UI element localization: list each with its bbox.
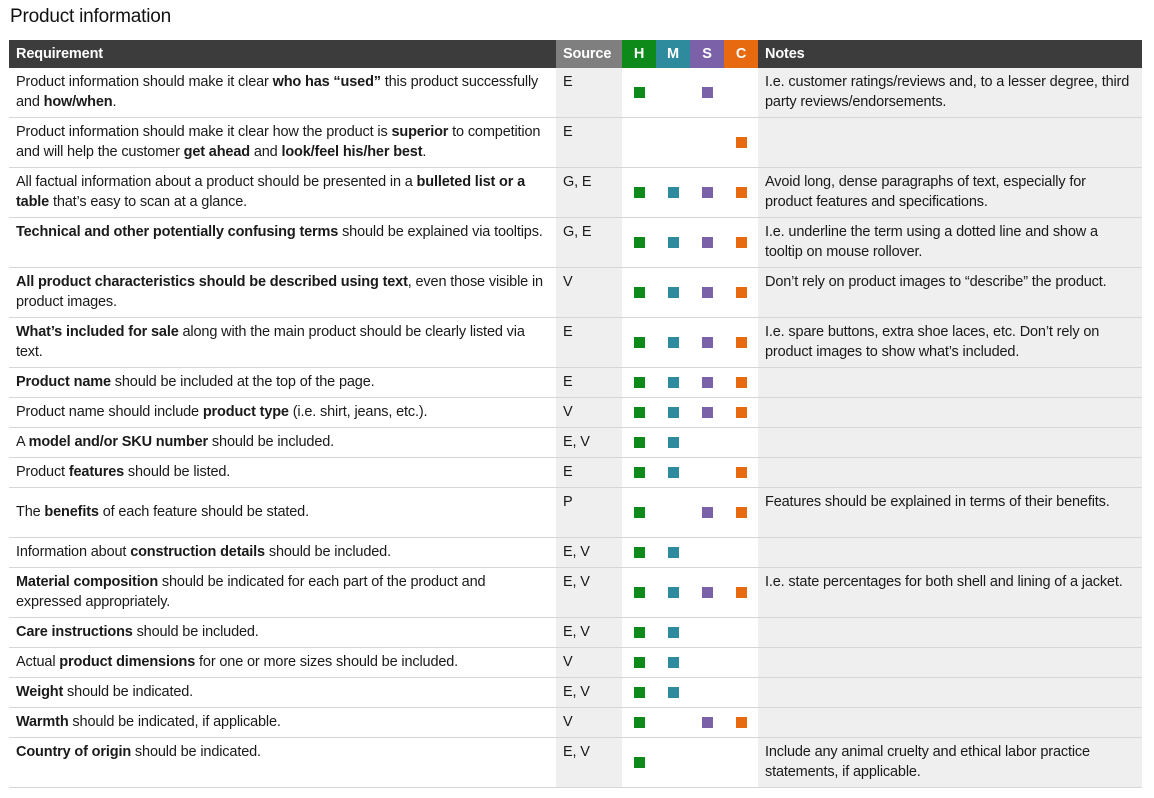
indicator-cell-m <box>656 678 690 708</box>
requirement-cell <box>9 738 556 788</box>
indicator-cell-h <box>622 648 656 678</box>
indicator-cell-h <box>622 118 656 168</box>
source-cell: V <box>556 398 622 428</box>
indicator-cell-m <box>656 458 690 488</box>
requirement-text: for one or more sizes should be included. <box>195 654 459 670</box>
notes-cell: I.e. underline the term using a dotted line and show a tooltip on mouse rollover. <box>758 218 1142 268</box>
indicator-cell-s <box>690 488 724 538</box>
indicator-cell-h <box>622 458 656 488</box>
m-marker-icon <box>668 687 679 698</box>
requirement-cell <box>9 488 556 538</box>
s-marker-icon <box>702 717 713 728</box>
table-row <box>9 538 1142 568</box>
s-marker-icon <box>702 187 713 198</box>
notes-cell <box>758 398 1142 428</box>
indicator-cell-c <box>724 678 758 708</box>
indicator-cell-m <box>656 168 690 218</box>
header-notes: Notes <box>758 40 1142 68</box>
table-row <box>9 458 1142 488</box>
source-cell: E <box>556 118 622 168</box>
indicator-cell-s <box>690 678 724 708</box>
table-row <box>9 678 1142 708</box>
indicator-cell-h <box>622 568 656 618</box>
indicator-cell-s <box>690 738 724 788</box>
requirement-text: of each feature should be stated. <box>98 504 309 520</box>
notes-cell: Features should be explained in terms of their benefits. <box>758 488 1142 538</box>
indicator-cell-h <box>622 538 656 568</box>
indicator-cell-h <box>622 428 656 458</box>
source-cell: V <box>556 268 622 318</box>
notes-cell <box>758 678 1142 708</box>
indicator-cell-m <box>656 708 690 738</box>
indicator-cell-h <box>622 318 656 368</box>
h-marker-icon <box>634 407 645 418</box>
requirement-emphasis: bulleted list or a table <box>16 174 526 210</box>
indicator-cell-h <box>622 738 656 788</box>
requirement-text: should be indicated. <box>63 684 194 700</box>
indicator-cell-c <box>724 538 758 568</box>
indicator-cell-c <box>724 268 758 318</box>
table-row <box>9 568 1142 618</box>
requirement-emphasis: product dimensions <box>59 654 196 670</box>
indicator-cell-c <box>724 368 758 398</box>
table-row <box>9 488 1142 538</box>
indicator-cell-s <box>690 428 724 458</box>
requirement-text: should be indicated. <box>131 744 261 760</box>
requirement-text: should be indicated, if applicable. <box>68 714 281 730</box>
notes-cell <box>758 428 1142 458</box>
header-m: M <box>656 40 690 68</box>
s-marker-icon <box>702 587 713 598</box>
h-marker-icon <box>634 377 645 388</box>
notes-cell <box>758 648 1142 678</box>
requirement-emphasis: Technical and other potentially confusing terms <box>16 224 339 240</box>
requirement-cell <box>9 398 556 428</box>
s-marker-icon <box>702 377 713 388</box>
m-marker-icon <box>668 287 679 298</box>
requirement-text: should be explained via tooltips. <box>338 224 543 240</box>
requirement-cell <box>9 428 556 458</box>
c-marker-icon <box>736 467 747 478</box>
requirement-text: . <box>422 144 427 160</box>
requirement-cell <box>9 538 556 568</box>
m-marker-icon <box>668 467 679 478</box>
indicator-cell-c <box>724 428 758 458</box>
table-row <box>9 428 1142 458</box>
indicator-cell-s <box>690 708 724 738</box>
requirement-text: A <box>16 434 29 450</box>
indicator-cell-c <box>724 648 758 678</box>
h-marker-icon <box>634 87 645 98</box>
h-marker-icon <box>634 587 645 598</box>
s-marker-icon <box>702 407 713 418</box>
indicator-cell-h <box>622 368 656 398</box>
h-marker-icon <box>634 337 645 348</box>
requirement-text: should be included at the top of the page. <box>110 374 375 390</box>
source-cell: E <box>556 368 622 398</box>
indicator-cell-s <box>690 648 724 678</box>
header-h: H <box>622 40 656 68</box>
requirement-emphasis: benefits <box>44 504 99 520</box>
requirement-text: Product name should include <box>16 404 203 420</box>
table-row <box>9 738 1142 788</box>
indicator-cell-h <box>622 618 656 648</box>
requirement-cell <box>9 368 556 398</box>
notes-cell <box>758 458 1142 488</box>
requirement-text: (i.e. shirt, jeans, etc.). <box>288 404 428 420</box>
indicator-cell-c <box>724 618 758 648</box>
m-marker-icon <box>668 187 679 198</box>
source-cell: E, V <box>556 568 622 618</box>
indicator-cell-m <box>656 648 690 678</box>
notes-cell <box>758 118 1142 168</box>
indicator-cell-m <box>656 268 690 318</box>
requirement-text: should be included. <box>264 544 391 560</box>
requirement-emphasis: Product name <box>16 374 111 390</box>
s-marker-icon <box>702 337 713 348</box>
indicator-cell-s <box>690 218 724 268</box>
m-marker-icon <box>668 237 679 248</box>
source-cell: E, V <box>556 538 622 568</box>
s-marker-icon <box>702 87 713 98</box>
requirement-text: and <box>249 144 282 160</box>
requirement-text: Product information should make it clear <box>16 74 273 90</box>
requirement-emphasis: Weight <box>16 684 64 700</box>
c-marker-icon <box>736 287 747 298</box>
source-cell: V <box>556 708 622 738</box>
indicator-cell-s <box>690 68 724 118</box>
indicator-cell-c <box>724 118 758 168</box>
source-cell: E <box>556 458 622 488</box>
requirement-text: . <box>112 94 117 110</box>
indicator-cell-s <box>690 458 724 488</box>
requirement-emphasis: who has “used” <box>272 74 381 90</box>
requirement-text: should be listed. <box>124 464 231 480</box>
indicator-cell-m <box>656 618 690 648</box>
indicator-cell-h <box>622 708 656 738</box>
h-marker-icon <box>634 237 645 248</box>
indicator-cell-h <box>622 168 656 218</box>
notes-cell: I.e. state percentages for both shell and lining of a jacket. <box>758 568 1142 618</box>
c-marker-icon <box>736 137 747 148</box>
requirement-cell <box>9 458 556 488</box>
header-row <box>9 40 1142 68</box>
requirement-text: Product <box>16 464 69 480</box>
source-cell: G, E <box>556 168 622 218</box>
requirement-emphasis: Care instructions <box>16 624 133 640</box>
indicator-cell-c <box>724 68 758 118</box>
requirement-emphasis: All product characteristics should be described using text <box>16 274 408 290</box>
s-marker-icon <box>702 237 713 248</box>
indicator-cell-h <box>622 398 656 428</box>
requirement-emphasis: features <box>68 464 125 480</box>
indicator-cell-h <box>622 68 656 118</box>
requirement-cell <box>9 648 556 678</box>
requirement-text: Actual <box>16 654 60 670</box>
h-marker-icon <box>634 687 645 698</box>
requirement-text: All factual information about a product should be presented in a <box>16 174 417 190</box>
notes-cell: Don’t rely on product images to “describe” the product. <box>758 268 1142 318</box>
requirement-cell <box>9 618 556 648</box>
page-title: Product information <box>10 6 171 27</box>
requirement-text: should be included. <box>132 624 259 640</box>
indicator-cell-s <box>690 268 724 318</box>
requirement-emphasis: construction details <box>130 544 265 560</box>
indicator-cell-m <box>656 738 690 788</box>
source-cell: E <box>556 68 622 118</box>
indicator-cell-m <box>656 398 690 428</box>
requirement-text: should be included. <box>208 434 335 450</box>
c-marker-icon <box>736 717 747 728</box>
table-body <box>9 68 1142 788</box>
notes-cell: Avoid long, dense paragraphs of text, especially for product features and specifications. <box>758 168 1142 218</box>
indicator-cell-m <box>656 568 690 618</box>
notes-cell: I.e. spare buttons, extra shoe laces, etc. Don’t rely on product images to show what’s included. <box>758 318 1142 368</box>
requirement-cell <box>9 568 556 618</box>
source-cell: V <box>556 648 622 678</box>
source-cell: E, V <box>556 428 622 458</box>
indicator-cell-c <box>724 168 758 218</box>
indicator-cell-m <box>656 368 690 398</box>
requirement-text: , even those visible in product images. <box>16 274 543 310</box>
requirement-emphasis: What’s included for sale <box>16 324 179 340</box>
indicator-cell-m <box>656 488 690 538</box>
indicator-cell-m <box>656 318 690 368</box>
source-cell: P <box>556 488 622 538</box>
header-requirement: Requirement <box>9 40 556 68</box>
table-row <box>9 118 1142 168</box>
c-marker-icon <box>736 377 747 388</box>
table-row <box>9 218 1142 268</box>
c-marker-icon <box>736 407 747 418</box>
h-marker-icon <box>634 187 645 198</box>
header-c: C <box>724 40 758 68</box>
table-row <box>9 68 1142 118</box>
m-marker-icon <box>668 587 679 598</box>
indicator-cell-s <box>690 618 724 648</box>
m-marker-icon <box>668 657 679 668</box>
indicator-cell-m <box>656 428 690 458</box>
c-marker-icon <box>736 337 747 348</box>
m-marker-icon <box>668 337 679 348</box>
table-row <box>9 268 1142 318</box>
requirement-cell <box>9 168 556 218</box>
indicator-cell-s <box>690 168 724 218</box>
indicator-cell-h <box>622 678 656 708</box>
h-marker-icon <box>634 437 645 448</box>
s-marker-icon <box>702 507 713 518</box>
h-marker-icon <box>634 467 645 478</box>
requirement-cell <box>9 118 556 168</box>
requirement-emphasis: get ahead <box>183 144 250 160</box>
requirement-emphasis: Country of origin <box>16 744 132 760</box>
h-marker-icon <box>634 287 645 298</box>
source-cell: E, V <box>556 738 622 788</box>
s-marker-icon <box>702 287 713 298</box>
source-cell: E, V <box>556 678 622 708</box>
table-row <box>9 318 1142 368</box>
m-marker-icon <box>668 547 679 558</box>
requirement-cell <box>9 218 556 268</box>
table-row <box>9 708 1142 738</box>
notes-cell: Include any animal cruelty and ethical labor practice statements, if applicable. <box>758 738 1142 788</box>
indicator-cell-s <box>690 368 724 398</box>
requirement-cell <box>9 708 556 738</box>
indicator-cell-s <box>690 118 724 168</box>
h-marker-icon <box>634 507 645 518</box>
notes-cell <box>758 618 1142 648</box>
requirement-cell <box>9 268 556 318</box>
source-cell: G, E <box>556 218 622 268</box>
header-s: S <box>690 40 724 68</box>
requirement-emphasis: superior <box>391 124 449 140</box>
c-marker-icon <box>736 507 747 518</box>
table-row <box>9 368 1142 398</box>
indicator-cell-h <box>622 488 656 538</box>
requirement-emphasis: Material composition <box>16 574 159 590</box>
indicator-cell-m <box>656 218 690 268</box>
table-row <box>9 648 1142 678</box>
requirement-text: Information about <box>16 544 131 560</box>
indicator-cell-s <box>690 318 724 368</box>
indicator-cell-s <box>690 398 724 428</box>
requirement-emphasis: how/when <box>43 94 113 110</box>
requirement-cell <box>9 318 556 368</box>
notes-cell <box>758 538 1142 568</box>
indicator-cell-c <box>724 398 758 428</box>
indicator-cell-c <box>724 738 758 788</box>
indicator-cell-h <box>622 268 656 318</box>
indicator-cell-c <box>724 708 758 738</box>
m-marker-icon <box>668 407 679 418</box>
notes-cell <box>758 368 1142 398</box>
requirement-text: this product successfully and <box>16 74 539 110</box>
requirement-cell <box>9 68 556 118</box>
notes-cell <box>758 708 1142 738</box>
table-row <box>9 168 1142 218</box>
h-marker-icon <box>634 547 645 558</box>
requirement-emphasis: Warmth <box>16 714 69 730</box>
requirement-text: The <box>16 504 45 520</box>
h-marker-icon <box>634 657 645 668</box>
indicator-cell-c <box>724 488 758 538</box>
c-marker-icon <box>736 237 747 248</box>
requirement-text: that’s easy to scan at a glance. <box>49 194 248 210</box>
requirement-emphasis: product type <box>202 404 289 420</box>
requirement-text: should be indicated for each part of the product and expressed appropriately. <box>16 574 486 610</box>
indicator-cell-c <box>724 318 758 368</box>
indicator-cell-h <box>622 218 656 268</box>
table-row <box>9 398 1142 428</box>
h-marker-icon <box>634 627 645 638</box>
requirement-cell <box>9 678 556 708</box>
requirement-text: to competition and will help the customer <box>16 124 541 160</box>
header-source: Source <box>556 40 622 68</box>
m-marker-icon <box>668 627 679 638</box>
m-marker-icon <box>668 437 679 448</box>
c-marker-icon <box>736 187 747 198</box>
indicator-cell-m <box>656 68 690 118</box>
h-marker-icon <box>634 757 645 768</box>
notes-cell: I.e. customer ratings/reviews and, to a lesser degree, third party reviews/endorsements. <box>758 68 1142 118</box>
m-marker-icon <box>668 377 679 388</box>
indicator-cell-m <box>656 118 690 168</box>
indicator-cell-s <box>690 538 724 568</box>
requirement-text: Product information should make it clear how the product is <box>16 124 392 140</box>
c-marker-icon <box>736 587 747 598</box>
table-row <box>9 618 1142 648</box>
requirement-emphasis: model and/or SKU number <box>28 434 209 450</box>
indicator-cell-c <box>724 568 758 618</box>
indicator-cell-c <box>724 458 758 488</box>
indicator-cell-m <box>656 538 690 568</box>
requirement-emphasis: look/feel his/her best <box>281 144 423 160</box>
indicator-cell-c <box>724 218 758 268</box>
requirement-text: along with the main product should be clearly listed via text. <box>16 324 525 360</box>
indicator-cell-s <box>690 568 724 618</box>
h-marker-icon <box>634 717 645 728</box>
source-cell: E, V <box>556 618 622 648</box>
requirements-table <box>9 40 1142 788</box>
source-cell: E <box>556 318 622 368</box>
